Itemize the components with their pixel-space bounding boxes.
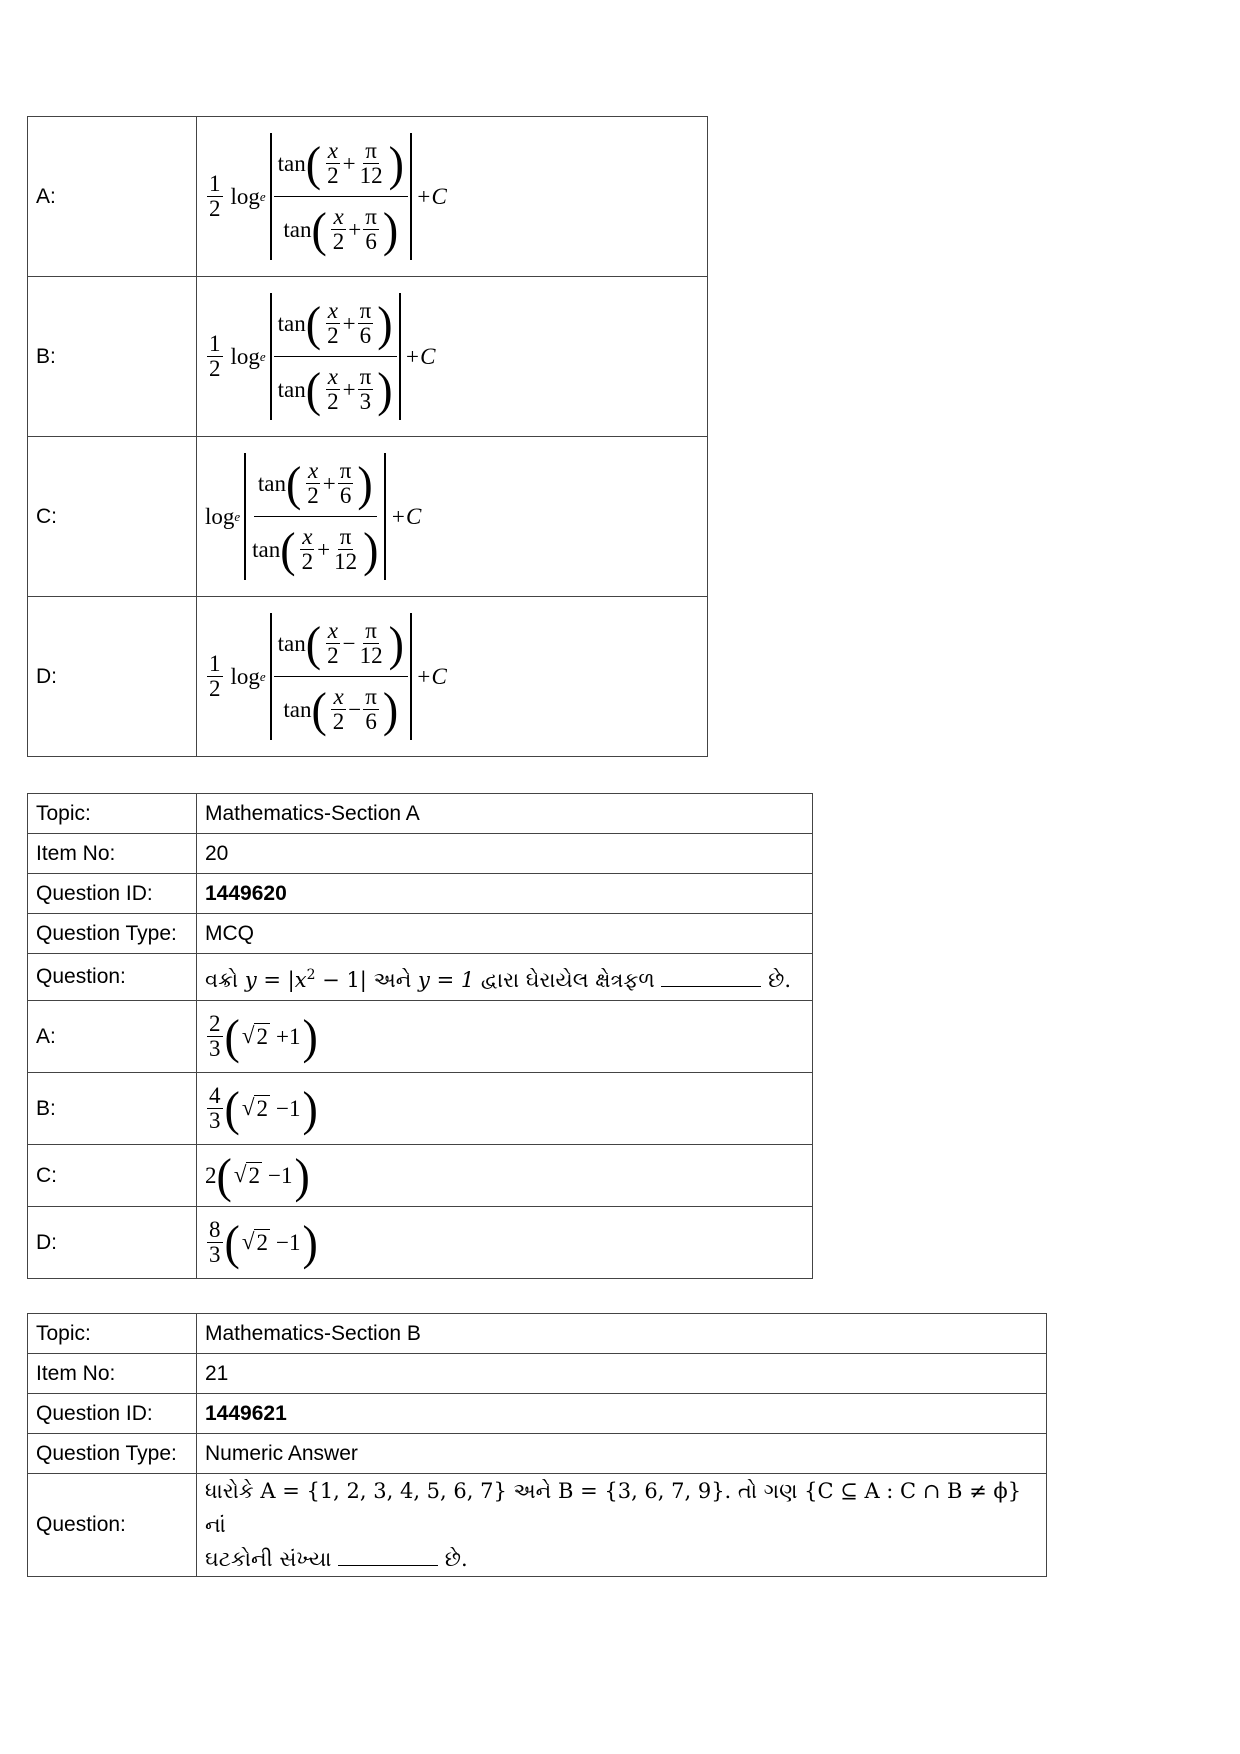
- parenthesis: [306, 363, 393, 416]
- operator: −: [275, 1095, 289, 1121]
- option-row: [28, 1207, 813, 1279]
- ratio-denominator: [248, 517, 382, 578]
- qtype-label: Question Type:: [28, 1434, 197, 1474]
- option-row: [28, 1145, 813, 1207]
- fraction-numerator: π: [359, 363, 372, 389]
- x-over-2-fraction: [331, 685, 347, 734]
- fraction-denominator: 2: [332, 709, 345, 734]
- coefficient-fraction: [207, 172, 223, 221]
- operator: +: [322, 470, 336, 496]
- fraction-denominator: 6: [365, 229, 377, 254]
- ratio-numerator: [274, 295, 397, 357]
- option-formula: [197, 1073, 813, 1145]
- coefficient-fraction: [207, 1084, 223, 1133]
- question-part: ઘટકોની સંખ્યા: [205, 1547, 339, 1571]
- tan-function: tan: [283, 216, 312, 242]
- ratio-denominator: [279, 677, 402, 738]
- fraction-denominator: 3: [359, 389, 372, 414]
- absolute-value: [270, 133, 412, 260]
- tan-function: tan: [277, 630, 306, 656]
- qid-row: [28, 874, 813, 914]
- constant-term: +C: [404, 343, 436, 369]
- log-expression: [205, 133, 447, 260]
- qid-label: Question ID:: [28, 1394, 197, 1434]
- tan-expression: [278, 137, 404, 190]
- fraction-numerator: ( x: [333, 683, 344, 709]
- tan-function: tan: [252, 536, 281, 562]
- fraction-numerator: π: [365, 683, 377, 709]
- operator: +: [275, 1023, 289, 1049]
- tan-function: tan: [257, 470, 286, 496]
- topic-value: Mathematics-Section B: [197, 1314, 1047, 1354]
- question-text: [197, 954, 813, 1001]
- pi-fraction: [358, 299, 374, 348]
- option-expression: [205, 1216, 318, 1269]
- question-table-21: [27, 1313, 1047, 1577]
- question-part: છે.: [761, 967, 792, 992]
- question-part: દ્વારા ઘેરાયેલ ક્ષેત્રફળ: [474, 967, 662, 992]
- operator: +: [342, 376, 356, 402]
- radical-sign: ( √: [241, 1023, 255, 1048]
- radicand: 2: [248, 1163, 260, 1188]
- constant: 1: [288, 1095, 301, 1121]
- radicand: 2: [256, 1096, 268, 1121]
- option-label: A:: [28, 117, 197, 277]
- option-label: B:: [28, 277, 197, 437]
- tan-function: tan: [277, 376, 306, 402]
- coefficient-numerator: 1: [209, 170, 221, 196]
- coefficient-fraction: [207, 1012, 223, 1061]
- qid-label: Question ID:: [28, 874, 197, 914]
- x-over-2-fraction: [325, 365, 341, 414]
- question-math: y = |x: [244, 967, 307, 992]
- radicand: 2: [256, 1230, 268, 1255]
- qid-value: 1449621: [197, 1394, 1047, 1434]
- coefficient-denominator: 2: [209, 356, 221, 381]
- log-base: e: [234, 508, 241, 524]
- coefficient-denominator: 2: [209, 196, 221, 221]
- option-formula: [197, 1001, 813, 1073]
- constant: 1: [288, 1229, 301, 1255]
- qid-value: 1449620: [197, 874, 813, 914]
- parenthesis: [311, 203, 398, 256]
- option-row: [28, 437, 708, 597]
- coefficient-fraction: [207, 1218, 223, 1267]
- option-row: [28, 1001, 813, 1073]
- log-function: log: [230, 663, 260, 689]
- fraction-numerator: ( x: [327, 363, 338, 389]
- x-over-2-fraction: [325, 139, 341, 188]
- absolute-value: [244, 453, 386, 580]
- pi-fraction: [332, 525, 359, 574]
- fraction-numerator: ( x: [302, 523, 313, 549]
- fraction-denominator: 2: [307, 483, 319, 508]
- question-line-2: [205, 1542, 1038, 1576]
- operator: +: [342, 310, 356, 336]
- option-expression: [205, 1149, 310, 1202]
- parenthesis: [217, 1149, 310, 1202]
- option-formula: [197, 1145, 813, 1207]
- option-row: [28, 117, 708, 277]
- option-row: [28, 597, 708, 757]
- fraction-numerator: ( x: [327, 617, 338, 643]
- operator: −: [342, 630, 356, 656]
- constant-term: +C: [415, 183, 447, 209]
- question-row: [28, 954, 813, 1001]
- ratio-fraction: [248, 455, 382, 578]
- parenthesis: [225, 1216, 318, 1269]
- parenthesis: [311, 683, 398, 736]
- fraction-numerator: π: [365, 617, 377, 643]
- tan-expression: [283, 203, 398, 256]
- log-expression: [205, 293, 435, 420]
- fraction-denominator: 3: [209, 1242, 221, 1267]
- question-math: − 1|: [315, 967, 367, 992]
- qid-row: [28, 1394, 1047, 1434]
- pi-fraction: [358, 365, 374, 414]
- topic-row: [28, 794, 813, 834]
- ratio-numerator: [254, 455, 377, 517]
- question-math-sup: 2: [306, 966, 316, 983]
- x-over-2-fraction: [325, 299, 341, 348]
- option-formula: [197, 277, 708, 437]
- option-label: C:: [28, 437, 197, 597]
- fraction-numerator: π: [339, 457, 352, 483]
- tan-function: tan: [277, 150, 306, 176]
- fraction-denominator: 2: [327, 643, 339, 668]
- option-formula: [197, 597, 708, 757]
- pi-fraction: [358, 139, 385, 188]
- parenthesis: [286, 457, 373, 510]
- tan-function: tan: [277, 310, 306, 336]
- coefficient-numerator: 1: [209, 650, 221, 676]
- coefficient-denominator: 2: [209, 676, 221, 701]
- square-root: [234, 1162, 262, 1189]
- x-over-2-fraction: [300, 525, 316, 574]
- option-row: [28, 1073, 813, 1145]
- ratio-denominator: [279, 197, 402, 258]
- tan-expression: [252, 523, 378, 576]
- log-base: e: [259, 188, 266, 204]
- option-formula: [197, 117, 708, 277]
- item-label: Item No:: [28, 1354, 197, 1394]
- option-label: D:: [28, 1207, 197, 1279]
- question-part: વક્રો: [205, 967, 245, 992]
- constant: 1: [280, 1162, 293, 1188]
- topic-value: Mathematics-Section A: [197, 794, 813, 834]
- square-root: [242, 1229, 270, 1256]
- fraction-numerator: ( x: [327, 297, 338, 323]
- ratio-fraction: [274, 615, 408, 738]
- option-label: D:: [28, 597, 197, 757]
- fraction-denominator: 2: [327, 323, 339, 348]
- topic-row: [28, 1314, 1047, 1354]
- qtype-value: MCQ: [197, 914, 813, 954]
- question-label: Question:: [28, 954, 197, 1001]
- ratio-numerator: [274, 615, 408, 677]
- fraction-numerator: π: [359, 297, 372, 323]
- radical-sign: ( √: [241, 1095, 255, 1120]
- qtype-value: Numeric Answer: [197, 1434, 1047, 1474]
- pi-fraction: [358, 619, 385, 668]
- x-over-2-fraction: [331, 205, 347, 254]
- constant: 1: [288, 1023, 301, 1049]
- pi-fraction: [363, 205, 379, 254]
- fraction-denominator: 6: [359, 323, 372, 348]
- operator: +: [317, 536, 331, 562]
- question-part: છે.: [438, 1547, 468, 1571]
- fraction-numerator: π: [365, 137, 377, 163]
- option-label: A:: [28, 1001, 197, 1073]
- absolute-value: [270, 613, 412, 740]
- option-row: [28, 277, 708, 437]
- option-expression: [205, 1010, 318, 1063]
- coefficient-fraction: [207, 652, 223, 701]
- options-table-prev: [27, 116, 708, 757]
- parenthesis: [306, 297, 393, 350]
- question-row: [28, 1474, 1047, 1577]
- tan-expression: [278, 297, 393, 350]
- fraction-numerator: π: [339, 523, 352, 549]
- answer-blank: [338, 1547, 438, 1566]
- fraction-denominator: 12: [359, 163, 383, 188]
- fraction-denominator: 6: [339, 483, 352, 508]
- operator: −: [275, 1229, 289, 1255]
- pi-fraction: [338, 459, 354, 508]
- log-function: log: [205, 503, 235, 529]
- answer-blank: [661, 968, 761, 987]
- tan-expression: [283, 683, 398, 736]
- pi-fraction: [363, 685, 379, 734]
- fraction-numerator: 2: [209, 1010, 221, 1036]
- log-function: log: [230, 343, 260, 369]
- constant-term: +C: [415, 663, 447, 689]
- topic-label: Topic:: [28, 794, 197, 834]
- parenthesis: [306, 137, 404, 190]
- log-expression: [205, 453, 421, 580]
- option-label: B:: [28, 1073, 197, 1145]
- log-base: e: [259, 668, 266, 684]
- question-label: Question:: [28, 1474, 197, 1577]
- log-expression: [205, 613, 447, 740]
- tan-function: tan: [283, 696, 312, 722]
- question-part: અને: [366, 967, 419, 992]
- fraction-denominator: 12: [334, 549, 358, 574]
- option-expression: [205, 1082, 318, 1135]
- item-value: 20: [197, 834, 813, 874]
- coefficient-fraction: [207, 332, 223, 381]
- radical-sign: ( √: [241, 1229, 255, 1254]
- ratio-fraction: [274, 135, 408, 258]
- log-function: log: [230, 183, 260, 209]
- question-table-20: [27, 793, 813, 1279]
- item-row: [28, 834, 813, 874]
- coefficient: 2: [205, 1162, 217, 1188]
- parenthesis: [306, 617, 404, 670]
- parenthesis: [225, 1082, 318, 1135]
- item-value: 21: [197, 1354, 1047, 1394]
- operator: −: [348, 696, 362, 722]
- x-over-2-fraction: [305, 459, 321, 508]
- absolute-value: [270, 293, 401, 420]
- fraction-numerator: 8: [209, 1216, 221, 1242]
- tan-expression: [278, 617, 404, 670]
- fraction-numerator: π: [365, 203, 377, 229]
- question-math: y = 1: [418, 967, 475, 992]
- fraction-denominator: 6: [365, 709, 377, 734]
- option-formula: [197, 437, 708, 597]
- fraction-denominator: 2: [327, 163, 339, 188]
- fraction-denominator: 2: [332, 229, 345, 254]
- fraction-denominator: 3: [209, 1108, 221, 1133]
- tan-expression: [258, 457, 373, 510]
- item-label: Item No:: [28, 834, 197, 874]
- tan-expression: [278, 363, 393, 416]
- operator: +: [348, 216, 362, 242]
- question-line-1: ધારોકે A = {1, 2, 3, 4, 5, 6, 7} અને B = {3, 6, 7, 9}. તો ગણ {C ⊆ A : C ∩ B ≠ ϕ} નાં: [205, 1479, 1022, 1537]
- parenthesis: [280, 523, 378, 576]
- fraction-denominator: 2: [301, 549, 314, 574]
- option-formula: [197, 1207, 813, 1279]
- ratio-denominator: [274, 357, 397, 418]
- item-row: [28, 1354, 1047, 1394]
- operator: +: [342, 150, 356, 176]
- operator: −: [267, 1162, 281, 1188]
- fraction-numerator: ( x: [307, 457, 319, 483]
- ratio-fraction: [274, 295, 397, 418]
- x-over-2-fraction: [325, 619, 341, 668]
- ratio-numerator: [274, 135, 408, 197]
- parenthesis: [225, 1010, 318, 1063]
- log-base: e: [259, 348, 266, 364]
- qtype-row: [28, 914, 813, 954]
- option-label: C:: [28, 1145, 197, 1207]
- fraction-numerator: ( x: [327, 137, 338, 163]
- fraction-denominator: 2: [327, 389, 339, 414]
- coefficient-numerator: 1: [209, 330, 221, 356]
- square-root: [242, 1095, 270, 1122]
- square-root: [242, 1023, 270, 1050]
- qtype-row: [28, 1434, 1047, 1474]
- fraction-numerator: 4: [209, 1082, 221, 1108]
- fraction-numerator: ( x: [333, 203, 344, 229]
- question-text: [197, 1474, 1047, 1577]
- radical-sign: ( √: [233, 1162, 247, 1187]
- topic-label: Topic:: [28, 1314, 197, 1354]
- radicand: 2: [256, 1024, 268, 1049]
- fraction-denominator: 12: [359, 643, 383, 668]
- qtype-label: Question Type:: [28, 914, 197, 954]
- fraction-denominator: 3: [209, 1036, 221, 1061]
- constant-term: +C: [390, 503, 422, 529]
